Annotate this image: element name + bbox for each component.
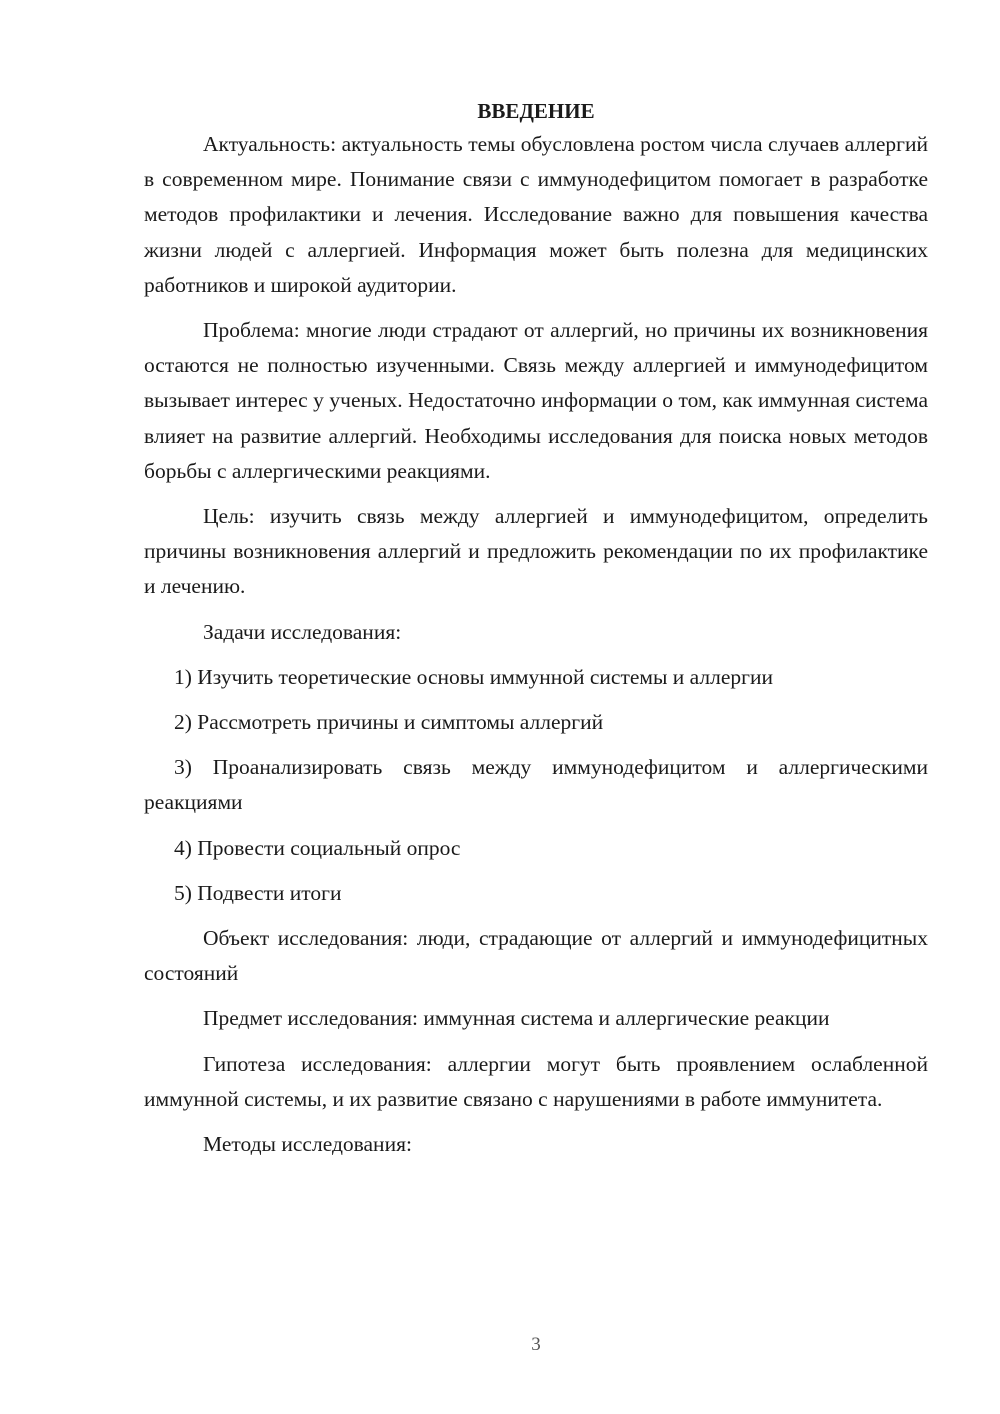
page-number: 3 — [531, 1334, 541, 1355]
paragraph-object: Объект исследования: люди, страдающие от аллергий и иммунодефицитных состояний — [144, 926, 928, 986]
task-item-1: 1) Изучить теоретические основы иммунной системы и аллергии — [174, 664, 773, 689]
document-page — [144, 96, 928, 1172]
methods-heading: Методы исследования: — [203, 1132, 412, 1157]
task-item-2: 2) Рассмотреть причины и симптомы аллергий — [174, 710, 604, 735]
section-title: ВВЕДЕНИЕ — [477, 99, 595, 123]
paragraph-goal: Цель: изучить связь между аллергией и иммунодефицитом, определить причины возникновения аллергий и предложить рекомендации по их профилактике и лечению. — [144, 504, 928, 599]
task-item-4: 4) Провести социальный опрос — [174, 835, 461, 860]
paragraph-hypothesis: Гипотеза исследования: аллергии могут быть проявлением ослабленной иммунной системы, и их развитие связано с нарушениями в работе иммунитета. — [144, 1051, 928, 1111]
paragraph-problem: Проблема: многие люди страдают от аллергий, но причины их возникновения остаются не полностью изученными. Связь между аллергией и иммунодефицитом вызывает интерес у ученых. Недостаточно информации о том, как иммунная система влияет на развитие аллергий. Необходимы исследования для поиска новых методов борьбы с аллергическими реакциями. — [144, 318, 928, 483]
task-item-5: 5) Подвести итоги — [174, 880, 342, 905]
task-item-3: 3) Проанализировать связь между иммунодефицитом и аллергическими реакциями — [144, 755, 928, 815]
paragraph-subject: Предмет исследования: иммунная система и аллергические реакции — [203, 1006, 830, 1031]
paragraph-relevance: Актуальность: актуальность темы обусловлена ростом числа случаев аллергий в современном мире. Понимание связи с иммунодефицитом помогает в разработке методов профилактики и лечения. Исследование важно для повышения качества жизни людей с аллергией. Информация может быть полезна для медицинских работников и широкой аудитории. — [144, 132, 928, 297]
tasks-heading: Задачи исследования: — [203, 619, 402, 644]
